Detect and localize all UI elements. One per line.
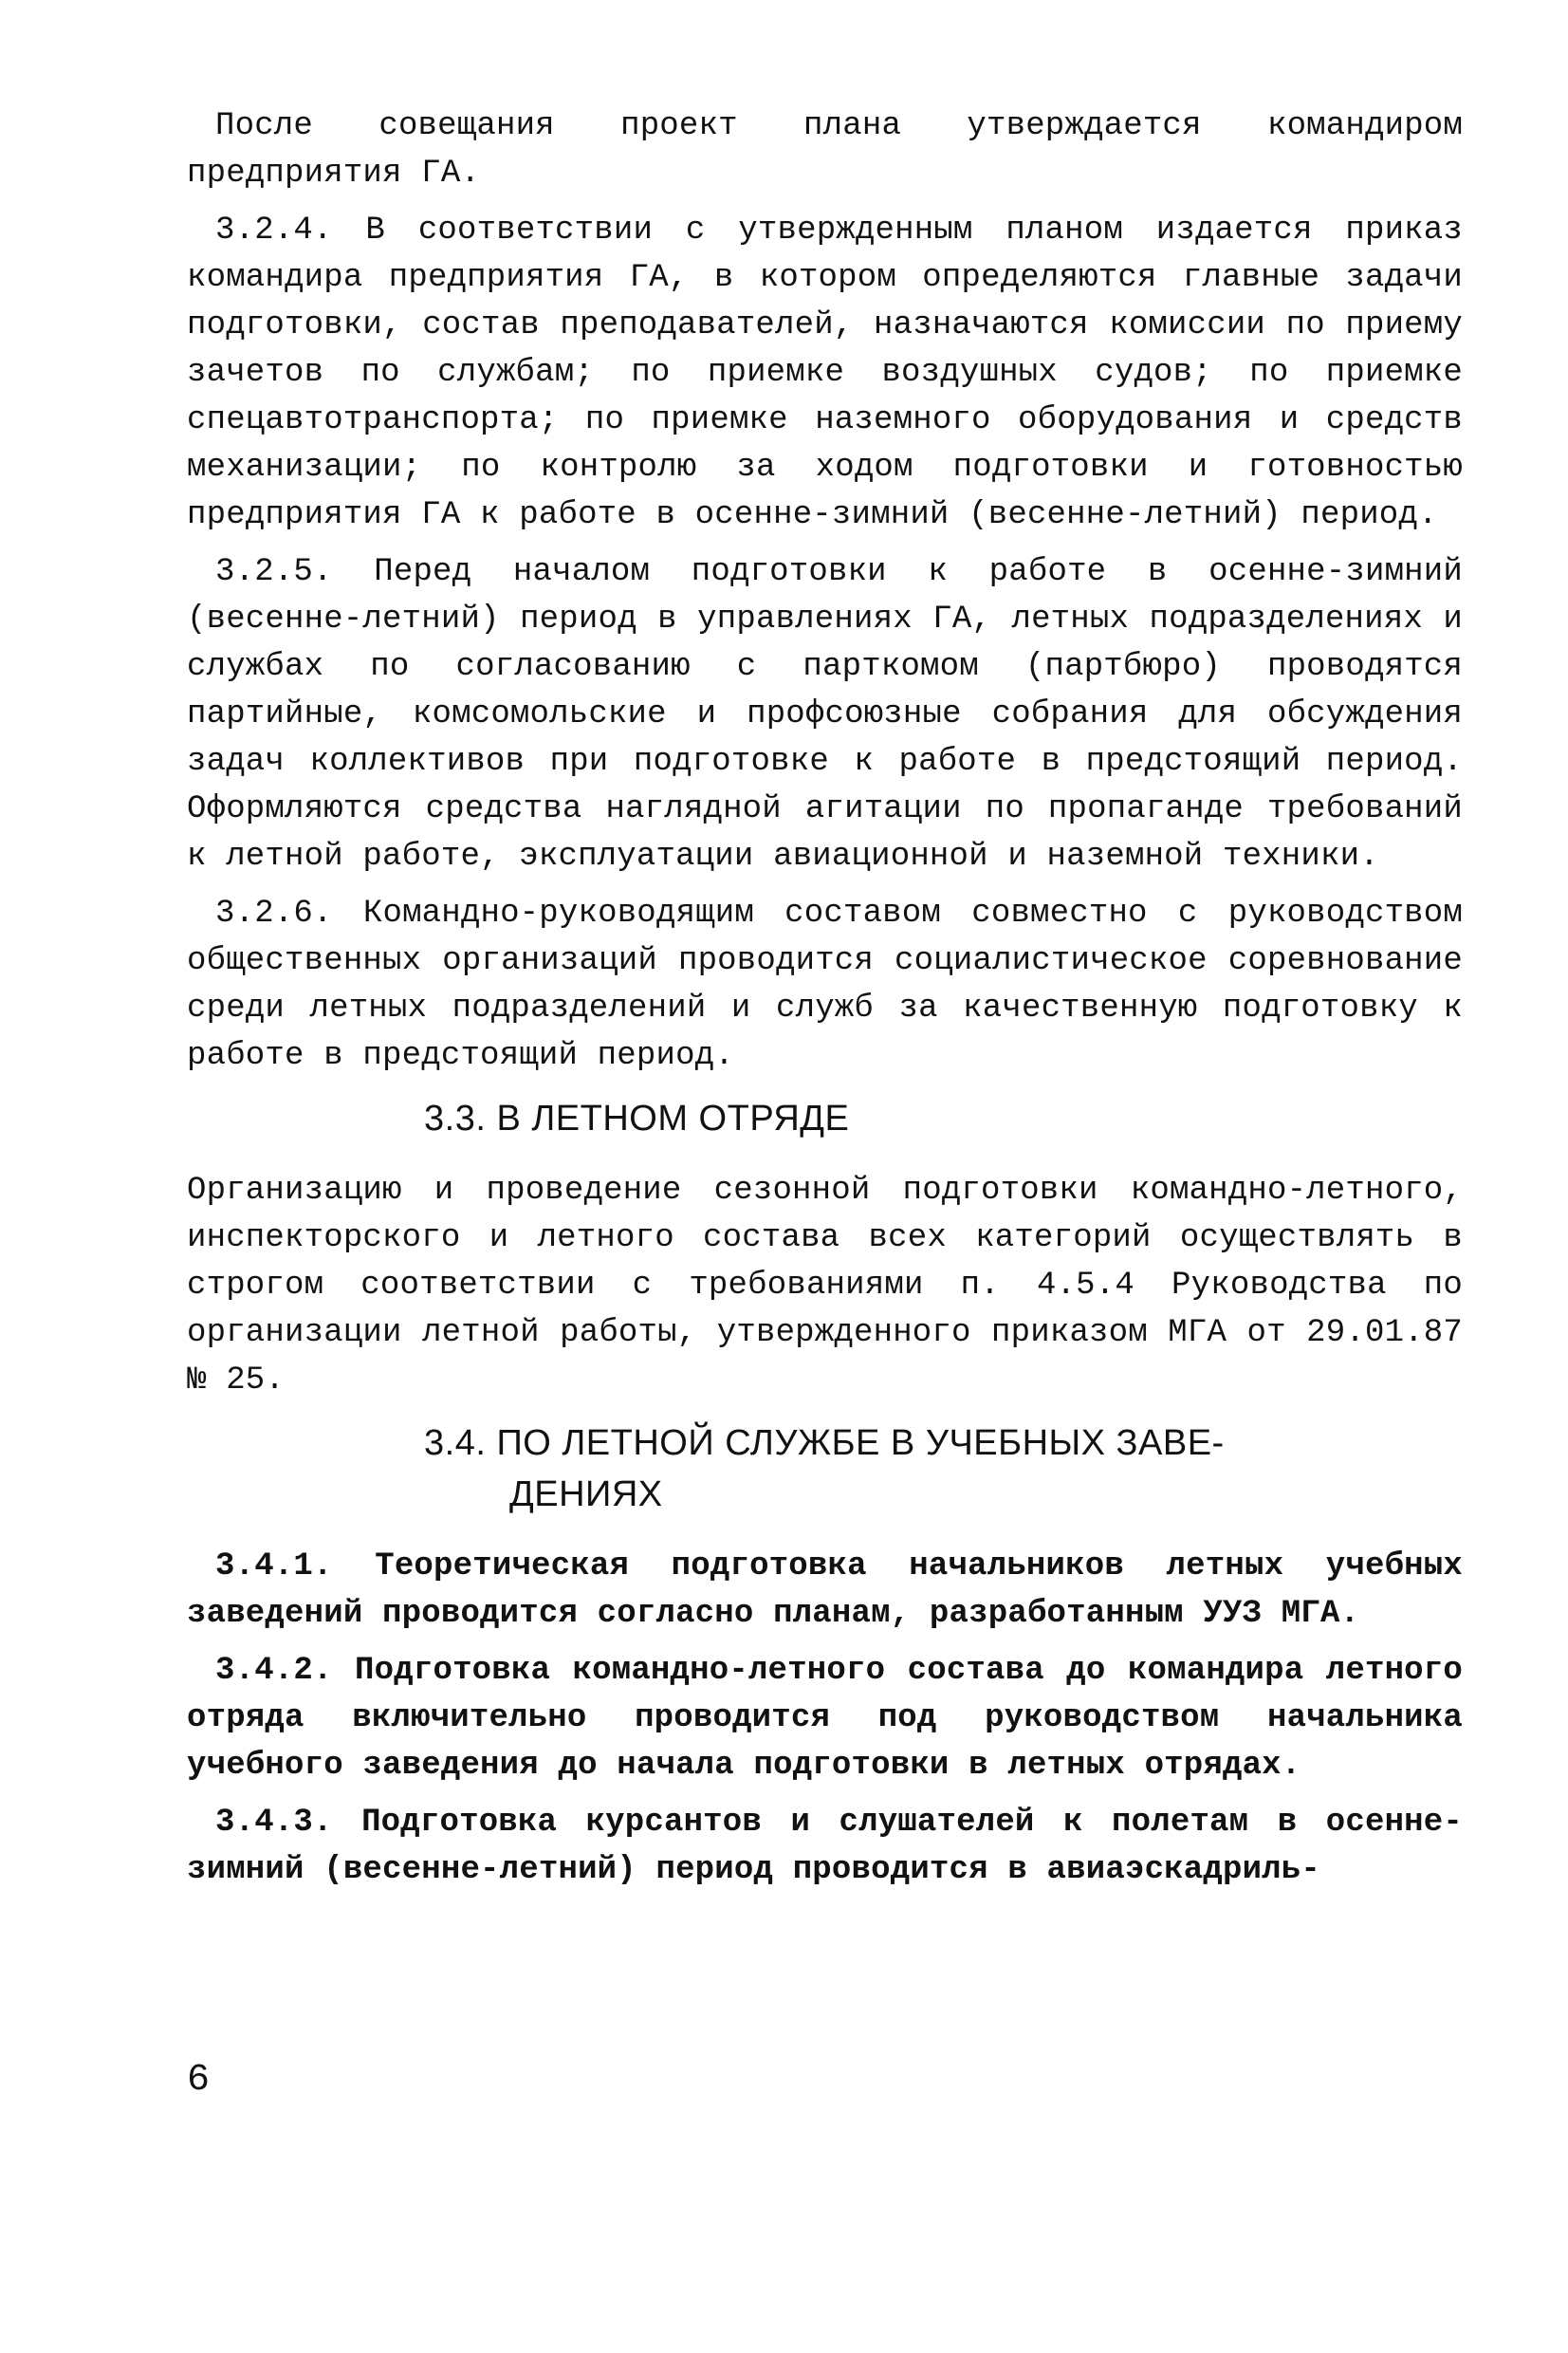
paragraph-3-4-2: 3.4.2. Подготовка командно-летного состава до командира летного отряда включительно проводится под руководством начальника учебного заведения до начала подготовки в летных отрядах. — [187, 1653, 1463, 1784]
paragraph-intro: После совещания проект плана утверждается командиром предприятия ГА. — [187, 108, 1463, 192]
heading-3-4-line2: ДЕНИЯХ — [509, 1474, 663, 1514]
heading-3-4 — [187, 1417, 1463, 1520]
paragraph-3-4-1: 3.4.1. Теоретическая подготовка начальников летных учебных заведений проводится согласно планам, разработанным УУЗ МГА. — [187, 1548, 1463, 1632]
document-page — [187, 102, 1463, 1903]
paragraph-3-2-6: 3.2.6. Командно-руководящим составом совместно с руководством общественных организаций проводится социалистическое соревнование среди летных подразделений и служб за качественную подготовку к работе в предстоящий период. — [187, 896, 1463, 1074]
page-number: 6 — [187, 2059, 211, 2102]
paragraph-3-2-5: 3.2.5. Перед началом подготовки к работе в осенне-зимний (весенне-летний) период в управлениях ГА, летных подразделениях и службах по согласованию с парткомом (партбюро) проводятся партийные, комсомольские и профсоюзные собрания для обсуждения задач коллективов при подготовке к работе в предстоящий период. Оформляются средства наглядной агитации по пропаганде требований к летной работе, эксплуатации авиационной и наземной техники. — [187, 554, 1463, 875]
paragraph-3-4-3: 3.4.3. Подготовка курсантов и слушателей к полетам в осенне-зимний (весенне-летний) период проводится в авиаэскадриль- — [187, 1805, 1463, 1888]
heading-3-3: 3.3. В ЛЕТНОМ ОТРЯДЕ — [424, 1099, 850, 1139]
paragraph-3-2-4: 3.2.4. В соответствии с утвержденным планом издается приказ командира предприятия ГА, в котором определяются главные задачи подготовки, состав преподавателей, назначаются комиссии по приему зачетов по службам; по приемке воздушных судов; по приемке спецавтотранспорта; по приемке наземного оборудования и средств механизации; по контролю за ходом подготовки и готовностью предприятия ГА к работе в осенне-зимний (весенне-летний) период. — [187, 213, 1463, 533]
paragraph-3-3: Организацию и проведение сезонной подготовки командно-летного, инспекторского и летного состава всех категорий осуществлять в строгом соответствии с требованиями п. 4.5.4 Руководства по организации летной работы, утвержденного приказом МГА от 29.01.87 № 25. — [187, 1173, 1463, 1399]
heading-3-4-line1: 3.4. ПО ЛЕТНОЙ СЛУЖБЕ В УЧЕБНЫХ ЗАВЕ- — [424, 1423, 1225, 1463]
